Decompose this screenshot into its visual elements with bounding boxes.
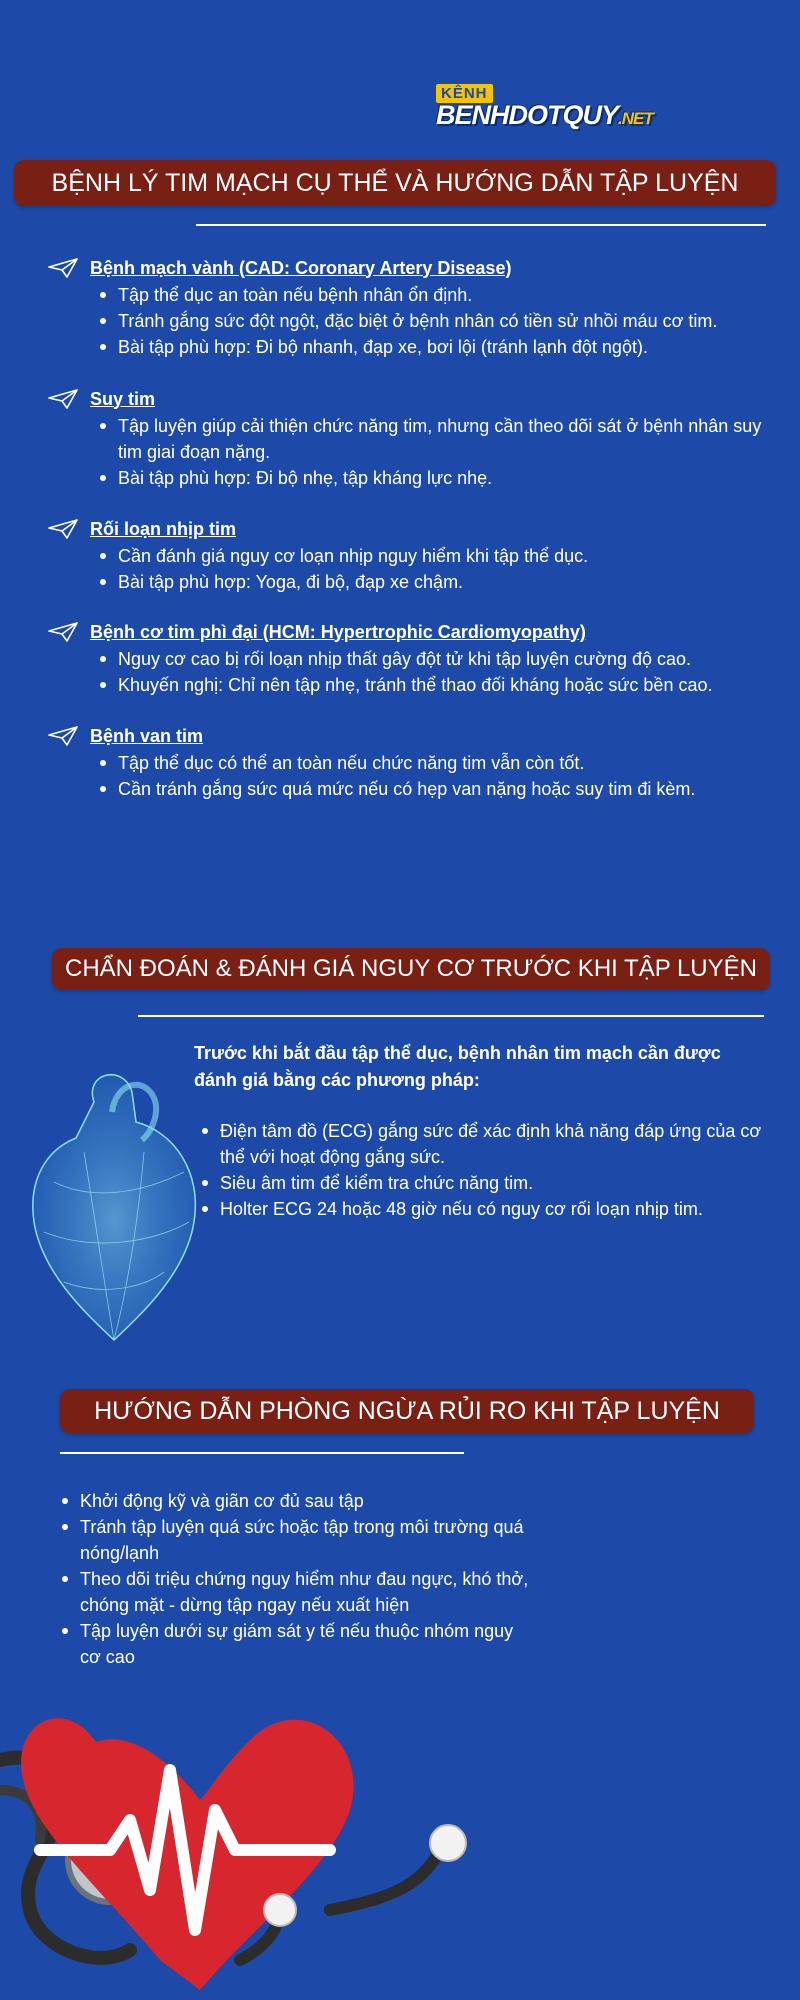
divider <box>60 1452 464 1454</box>
list-item: Cần đánh giá nguy cơ loạn nhịp nguy hiểm khi tập thể dục. <box>94 543 778 569</box>
disease-title: Suy tim <box>90 388 156 409</box>
paper-plane-icon <box>48 389 78 409</box>
list-item: Điện tâm đồ (ECG) gắng sức để xác định khả năng đáp ứng của cơ thể với hoạt động gắng sức. <box>196 1118 776 1170</box>
logo-brand: BENHDOTQUY <box>436 100 619 130</box>
wireframe-heart-illustration <box>24 1062 208 1346</box>
divider <box>196 224 766 226</box>
paper-plane-icon <box>48 622 78 642</box>
list-item: Tránh tập luyện quá sức hoặc tập trong môi trường quá nóng/lạnh <box>56 1514 536 1566</box>
list-item: Holter ECG 24 hoặc 48 giờ nếu có nguy cơ rối loạn nhịp tim. <box>196 1196 776 1222</box>
list-item: Khuyến nghị: Chỉ nên tập nhẹ, tránh thể thao đối kháng hoặc sức bền cao. <box>94 672 778 698</box>
logo-main-text <box>436 100 653 131</box>
disease-block <box>48 256 778 360</box>
list-item: Siêu âm tim để kiểm tra chức năng tim. <box>196 1170 776 1196</box>
list-item: Tập thể dục có thể an toàn nếu chức năng tim vẫn còn tốt. <box>94 750 778 776</box>
list-item: Khởi động kỹ và giãn cơ đủ sau tập <box>56 1488 536 1514</box>
list-item: Tập thể dục an toàn nếu bệnh nhân ổn định. <box>94 282 778 308</box>
list-item: Theo dõi triệu chứng nguy hiểm như đau ngực, khó thở, chóng mặt - dừng tập ngay nếu xuất hiện <box>56 1566 536 1618</box>
section-title-diagnosis: CHẨN ĐOÁN & ĐÁNH GIÁ NGUY CƠ TRƯỚC KHI TẬP LUYỆN <box>52 948 770 990</box>
disease-block <box>48 620 778 698</box>
list-item: Tập luyện giúp cải thiện chức năng tim, nhưng cần theo dõi sát ở bệnh nhân suy tim giai đoạn nặng. <box>94 413 778 465</box>
list-item: Nguy cơ cao bị rối loạn nhịp thất gây đột tử khi tập luyện cường độ cao. <box>94 646 778 672</box>
list-item: Bài tập phù hợp: Đi bộ nhanh, đạp xe, bơi lội (tránh lạnh đột ngột). <box>94 334 778 360</box>
list-item: Bài tập phù hợp: Yoga, đi bộ, đạp xe chậm. <box>94 569 778 595</box>
paper-plane-icon <box>48 519 78 539</box>
heart-stethoscope-illustration <box>0 1700 470 2000</box>
logo-suffix: .NET <box>618 109 653 128</box>
disease-block <box>48 724 778 802</box>
disease-title: Bệnh van tim <box>90 725 204 746</box>
disease-title: Bệnh cơ tim phì đại (HCM: Hypertrophic Cardiomyopathy) <box>90 621 586 642</box>
disease-block <box>48 387 778 491</box>
disease-block <box>48 517 778 595</box>
paper-plane-icon <box>48 726 78 746</box>
list-item: Cần tránh gắng sức quá mức nếu có hẹp van nặng hoặc suy tim đi kèm. <box>94 776 778 802</box>
list-item: Tập luyện dưới sự giám sát y tế nếu thuộc nhóm nguy cơ cao <box>56 1618 536 1670</box>
prevention-list <box>56 1486 536 1670</box>
paper-plane-icon <box>48 258 78 278</box>
logo-top-text: KÊNH <box>436 84 493 103</box>
section-title-conditions: BỆNH LÝ TIM MẠCH CỤ THỂ VÀ HƯỚNG DẪN TẬP LUYỆN <box>14 160 776 206</box>
disease-title: Bệnh mạch vành (CAD: Coronary Artery Disease) <box>90 257 512 278</box>
list-item: Tránh gắng sức đột ngột, đặc biệt ở bệnh nhân có tiền sử nhồi máu cơ tim. <box>94 308 778 334</box>
list-item: Bài tập phù hợp: Đi bộ nhẹ, tập kháng lực nhẹ. <box>94 465 778 491</box>
section-title-prevention: HƯỚNG DẪN PHÒNG NGỪA RỦI RO KHI TẬP LUYỆN <box>60 1389 754 1433</box>
divider <box>138 1015 764 1017</box>
disease-title: Rối loạn nhịp tim <box>90 518 236 539</box>
site-logo <box>436 84 720 130</box>
diagnosis-list <box>196 1116 776 1222</box>
diagnosis-intro: Trước khi bắt đầu tập thể dục, bệnh nhân tim mạch cần được đánh giá bằng các phương pháp: <box>194 1043 721 1090</box>
